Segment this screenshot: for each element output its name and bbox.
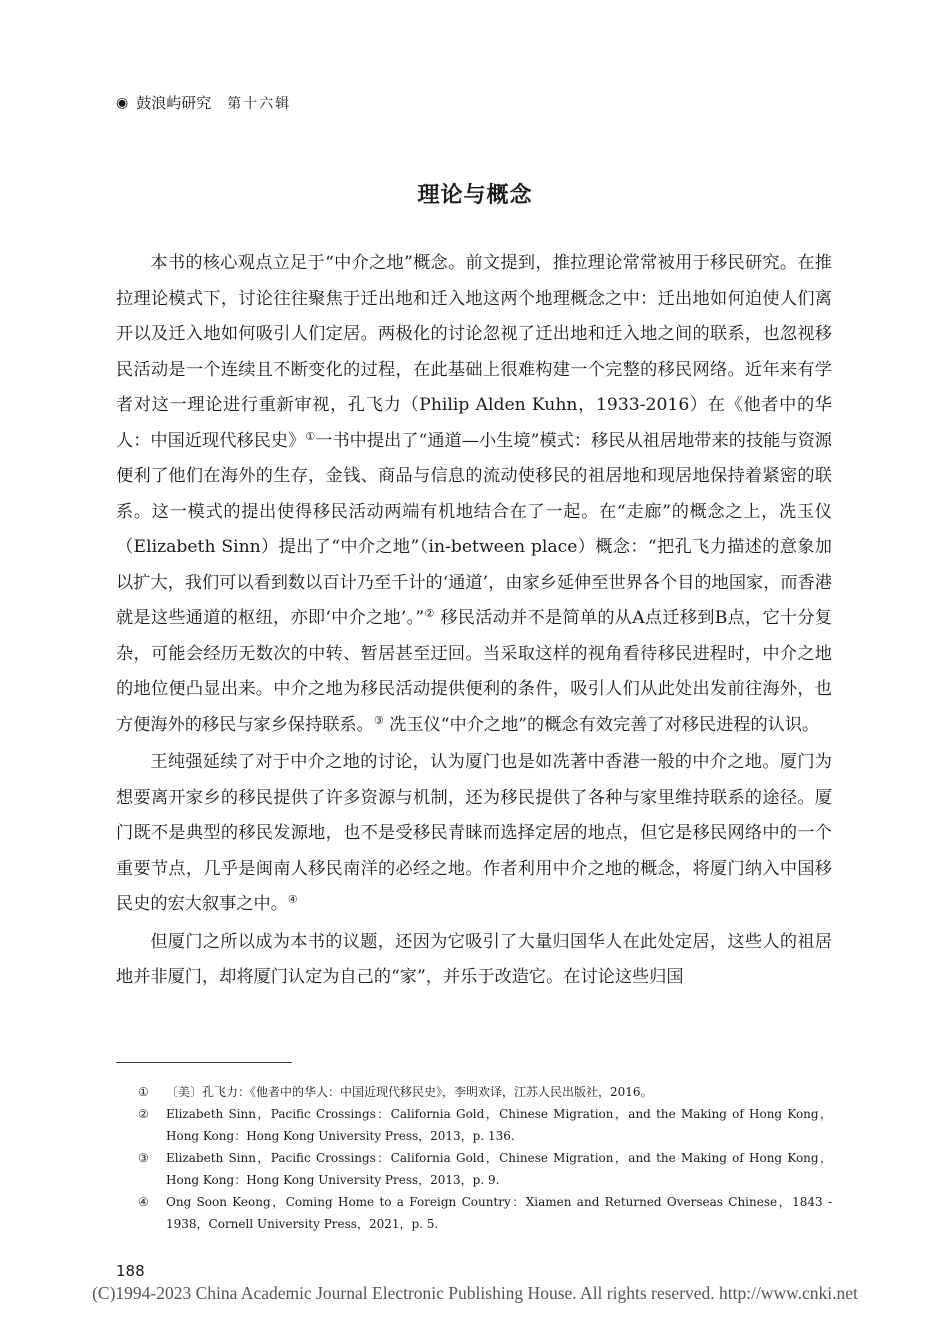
footnote bbox=[138, 1082, 832, 1104]
bullet-icon: ◉ bbox=[116, 94, 129, 111]
footnote-mark: ③ bbox=[138, 1151, 149, 1166]
footnote bbox=[138, 1192, 832, 1235]
issue-label: 第十六辑 bbox=[227, 95, 292, 112]
running-header bbox=[116, 92, 291, 113]
paragraph-text: 王纯强延续了对于中介之地的讨论，认为厦门也是如冼著中香港一般的中介之地。厦门为想要离开家乡的移民提供了许多资源与机制，还为移民提供了各种与家里维持联系的途径。厦门既不是典型的移民发源地，也不是受移民青睐而选择定居的地点，但它是移民网络中的一个重要节点，几乎是闽南人移民南洋的必经之地。作者利用中介之地的概念，将厦门纳入中国移民史的宏大叙事之中。 bbox=[116, 752, 832, 914]
paragraph-text: 一书中提出了“通道—小生境”模式：移民从祖居地带来的技能与资源便利了他们在海外的生存，金钱、商品与信息的流动使移民的祖居地和现居地保持着紧密的联系。这一模式的提出使得移民活动两端有机地结合在了一起。在“走廊”的概念之上，冼玉仪（Elizabeth Sinn）提出了“中介之地”（in-between place）概念：“把孔飞力描述的意象加以扩大，我们可以看到数以百计乃至千计的‘通道’，由家乡延伸至世界各个目的地国家，而香港就是这些通道的枢纽，亦即‘中介之地’。” bbox=[116, 430, 832, 628]
footnote-ref[interactable]: ④ bbox=[287, 893, 298, 906]
footnote-mark: ① bbox=[138, 1085, 149, 1099]
paragraph bbox=[116, 925, 832, 996]
paragraph bbox=[116, 246, 832, 743]
paragraph-text: 冼玉仪“中介之地”的概念有效完善了对移民进程的认识。 bbox=[383, 714, 820, 735]
body-text bbox=[116, 246, 832, 996]
paragraph bbox=[116, 745, 832, 923]
footnote bbox=[138, 1148, 832, 1191]
footnote-ref[interactable]: ② bbox=[424, 607, 435, 620]
footnotes bbox=[138, 1082, 832, 1236]
page-number: 188 bbox=[116, 1262, 145, 1280]
footnote-ref[interactable]: ① bbox=[305, 429, 316, 443]
footnote-ref[interactable]: ③ bbox=[373, 713, 384, 727]
footnote-divider bbox=[116, 1062, 292, 1063]
footnote-mark: ④ bbox=[138, 1195, 149, 1210]
footnote-text: Elizabeth Sinn，Pacific Crossings：California Gold，Chinese Migration，and the Making of Hong Kong，Hong Kong：Hong Kong University Press，2013，p. 136. bbox=[166, 1107, 832, 1143]
footnote-text: 〔美〕孔飞力：《他者中的华人：中国近现代移民史》，李明欢译，江苏人民出版社，2016。 bbox=[166, 1085, 653, 1099]
paragraph-text: 本书的核心观点立足于“中介之地”概念。前文提到，推拉理论常常被用于移民研究。在推拉理论模式下，讨论往往聚焦于迁出地和迁入地这两个地理概念之中：迁出地如何迫使人们离开以及迁入地如何吸引人们定居。两极化的讨论忽视了迁出地和迁入地之间的联系，也忽视移民活动是一个连续且不断变化的过程，在此基础上很难构建一个完整的移民网络。近年来有学者对这一理论进行重新审视，孔飞力（Philip Alden Kuhn，1933-2016）在《他者中的华人：中国近现代移民史》 bbox=[116, 253, 832, 451]
journal-name: 鼓浪屿研究 bbox=[136, 94, 212, 112]
section-title: 理论与概念 bbox=[417, 183, 533, 208]
footnote-text: Elizabeth Sinn，Pacific Crossings：California Gold，Chinese Migration，and the Making of Hong Kong，Hong Kong：Hong Kong University Press，2013，p. 9. bbox=[166, 1151, 832, 1187]
footnote bbox=[138, 1104, 832, 1147]
footnote-text: Ong Soon Keong，Coming Home to a Foreign Country：Xiamen and Returned Overseas Chinese，1843 - 1938，Cornell University Press，2021，p. 5. bbox=[166, 1195, 832, 1231]
paragraph-text: 但厦门之所以成为本书的议题，还因为它吸引了大量归国华人在此处定居，这些人的祖居地并非厦门，却将厦门认定为自己的“家”，并乐于改造它。在讨论这些归国 bbox=[116, 931, 832, 987]
paragraph-text: 移民活动并不是简单的从A点迁移到B点，它十分复杂，可能会经历无数次的中转、暂居甚至迂回。当采取这样的视角看待移民进程时，中介之地的地位便凸显出来。中介之地为移民活动提供便利的条件，吸引人们从此处出发前往海外，也方便海外的移民与家乡保持联系。 bbox=[116, 608, 832, 735]
copyright-notice: (C)1994-2023 China Academic Journal Electronic Publishing House. All rights reserved. http://www.cnki.net bbox=[92, 1283, 858, 1303]
footnote-mark: ② bbox=[138, 1107, 149, 1122]
